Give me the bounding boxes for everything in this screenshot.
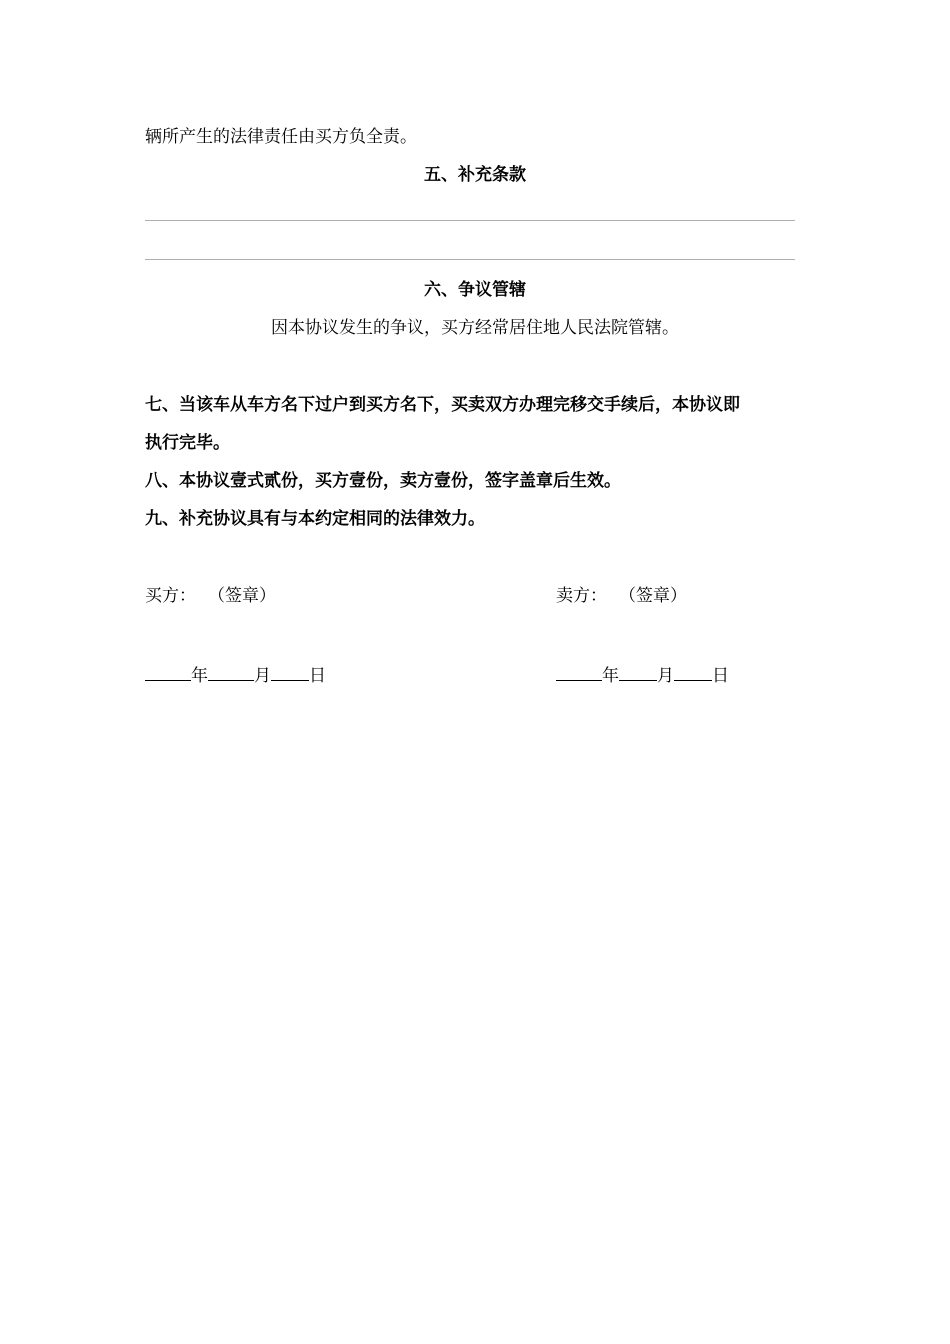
seller-month-label: 月 — [657, 666, 674, 686]
seller-date — [556, 662, 729, 687]
seller-year-blank — [556, 662, 602, 681]
buyer-month-label: 月 — [254, 666, 271, 686]
seller-day-label: 日 — [712, 666, 729, 686]
buyer-label: 买方： — [145, 586, 196, 606]
seller-seal: （签章） — [619, 586, 687, 606]
continuation-line: 辆所产生的法律责任由买方负全责。 — [145, 127, 417, 147]
clause-8: 八、本协议壹式贰份，买方壹份，卖方壹份，签字盖章后生效。 — [145, 471, 621, 491]
clause-7-line-2: 执行完毕。 — [145, 433, 230, 453]
seller-month-blank — [619, 662, 657, 681]
buyer-day-blank — [271, 662, 309, 681]
seller-label: 卖方： — [556, 586, 607, 606]
buyer-seal: （签章） — [208, 586, 276, 606]
buyer-month-blank — [208, 662, 254, 681]
buyer-year-label: 年 — [191, 666, 208, 686]
seller-signature-block — [556, 585, 687, 607]
section-6-body: 因本协议发生的争议，买方经常居住地人民法院管辖。 — [271, 318, 679, 338]
seller-year-label: 年 — [602, 666, 619, 686]
seller-day-blank — [674, 662, 712, 681]
buyer-date — [145, 662, 326, 687]
clause-9: 九、补充协议具有与本约定相同的法律效力。 — [145, 509, 485, 529]
clause-7-line-1: 七、当该车从车方名下过户到买方名下，买卖双方办理完移交手续后，本协议即 — [145, 395, 740, 415]
section-5-title: 五、补充条款 — [424, 165, 526, 185]
supplementary-blank-line-2 — [145, 259, 795, 260]
supplementary-blank-line-1 — [145, 220, 795, 221]
buyer-signature-block — [145, 585, 276, 607]
buyer-year-blank — [145, 662, 191, 681]
section-6-title: 六、争议管辖 — [424, 280, 526, 300]
buyer-day-label: 日 — [309, 666, 326, 686]
